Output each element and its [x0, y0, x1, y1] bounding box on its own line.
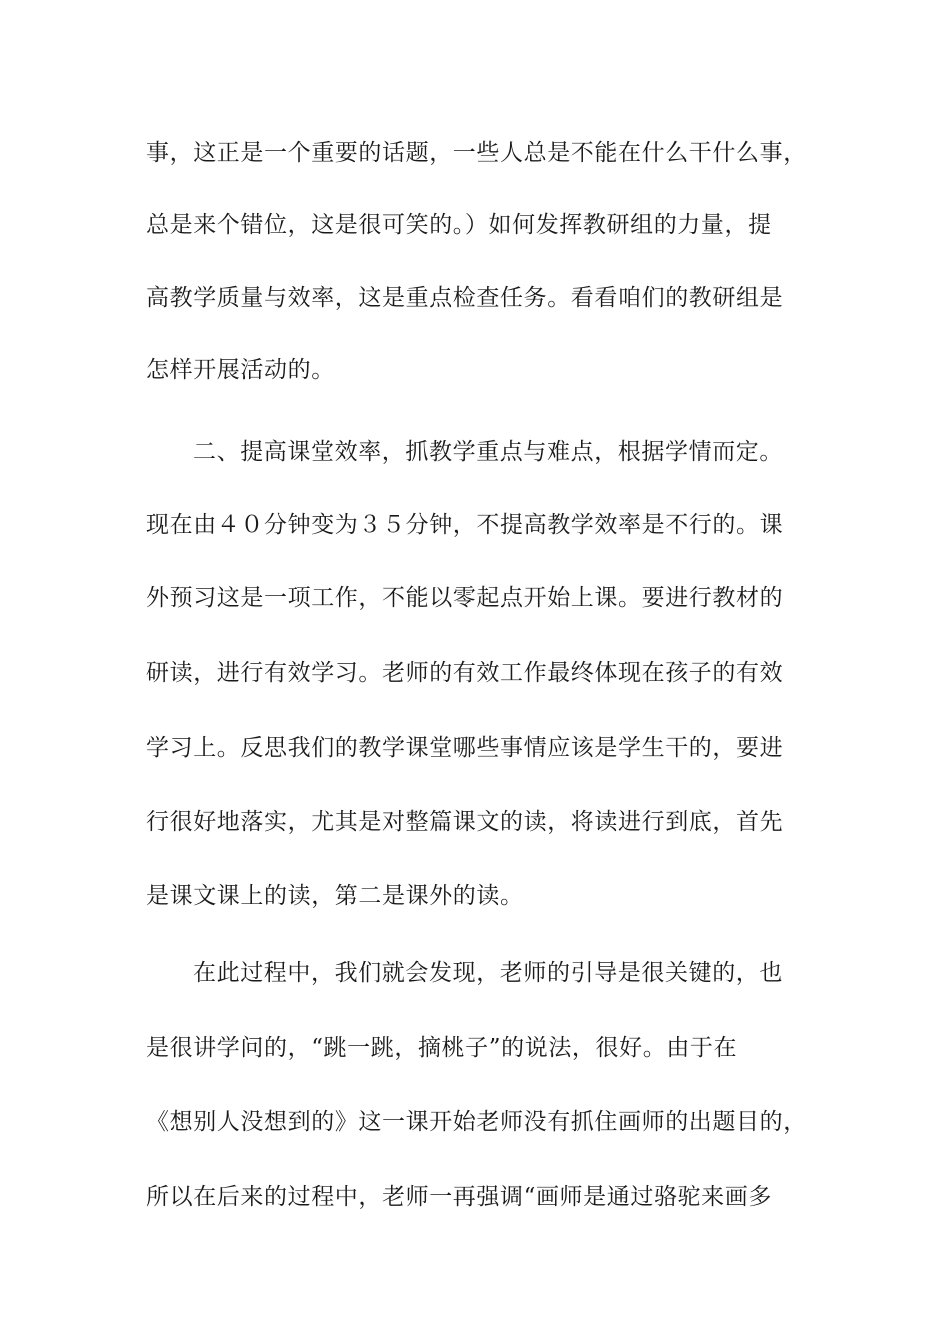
text-line: 总是来个错位，这是很可笑的。）如何发挥教研组的力量，提	[146, 212, 772, 238]
text-line: 外预习这是一项工作，不能以零起点开始上课。要进行教材的	[146, 585, 784, 611]
paragraph-start-line: 在此过程中，我们就会发现，老师的引导是很关键的，也	[193, 960, 783, 986]
text-line: 是课文课上的读，第二是课外的读。	[146, 883, 524, 909]
paragraph-start-line: 二、提高课堂效率，抓教学重点与难点，根据学情而定。	[193, 439, 783, 465]
text-line: 事，这正是一个重要的话题，一些人总是不能在什么干什么事，	[146, 140, 807, 166]
text-line: 是很讲学问的，“跳一跳，摘桃子”的说法，很好。由于在	[146, 1035, 738, 1061]
text-line: 研读，进行有效学习。老师的有效工作最终体现在孩子的有效	[146, 660, 784, 686]
text-line: 所以在后来的过程中，老师一再强调“画师是通过骆驼来画多	[146, 1184, 772, 1210]
text-line: 学习上。反思我们的教学课堂哪些事情应该是学生干的，要进	[146, 735, 784, 761]
text-line: 高教学质量与效率，这是重点检查任务。看看咱们的教研组是	[146, 285, 784, 311]
text-line: 《想别人没想到的》这一课开始老师没有抓住画师的出题目的，	[146, 1109, 807, 1135]
text-line: 怎样开展活动的。	[146, 357, 335, 383]
text-line: 现在由４０分钟变为３５分钟，不提高教学效率是不行的。课	[146, 512, 784, 538]
text-line: 行很好地落实，尤其是对整篇课文的读，将读进行到底，首先	[146, 809, 784, 835]
